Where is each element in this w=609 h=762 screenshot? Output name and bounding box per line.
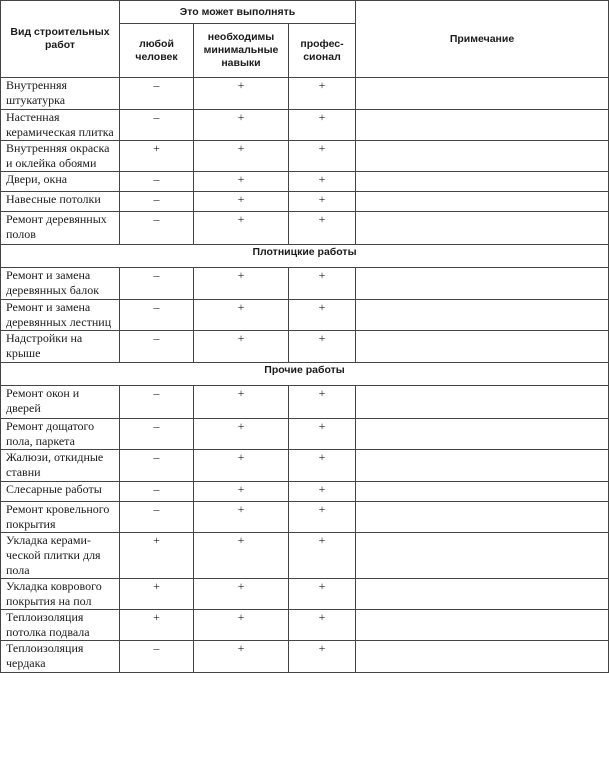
work-name-cell: Укладка керами-ческой плитки для пола (1, 533, 120, 579)
professional-cell: + (289, 268, 356, 300)
table-header (1, 1, 609, 78)
note-cell (356, 482, 609, 502)
note-cell (356, 450, 609, 482)
min-skills-cell: + (194, 533, 289, 579)
work-name-cell: Ремонт дощатого пола, паркета (1, 419, 120, 450)
work-name-cell: Слесарные работы (1, 482, 120, 502)
note-cell (356, 331, 609, 363)
any-person-cell: – (120, 419, 194, 450)
professional-cell: + (289, 212, 356, 245)
any-person-cell: + (120, 141, 194, 172)
any-person-cell: – (120, 502, 194, 533)
header-min-skills: необходимы минимальные навыки (194, 24, 289, 78)
table-row (1, 172, 609, 192)
note-cell (356, 533, 609, 579)
work-name-cell: Ремонт кровельного покрытия (1, 502, 120, 533)
any-person-cell: – (120, 192, 194, 212)
professional-cell: + (289, 502, 356, 533)
table-row (1, 110, 609, 141)
note-cell (356, 641, 609, 673)
work-name-cell: Ремонт и замена деревянных лестниц (1, 300, 120, 331)
min-skills-cell: + (194, 192, 289, 212)
note-cell (356, 110, 609, 141)
table-row (1, 212, 609, 245)
any-person-cell: – (120, 110, 194, 141)
min-skills-cell: + (194, 331, 289, 363)
any-person-cell: – (120, 300, 194, 331)
any-person-cell: – (120, 482, 194, 502)
min-skills-cell: + (194, 141, 289, 172)
work-name-cell: Внутренняя штукатурка (1, 78, 120, 110)
work-name-cell: Укладка коврового покрытия на пол (1, 579, 120, 610)
professional-cell: + (289, 419, 356, 450)
header-any-person: любой человек (120, 24, 194, 78)
work-name-cell: Теплоизоляция потолка подвала (1, 610, 120, 641)
table-row (1, 192, 609, 212)
header-can-perform: Это может выполнять (120, 1, 356, 24)
any-person-cell: – (120, 268, 194, 300)
any-person-cell: – (120, 641, 194, 673)
professional-cell: + (289, 610, 356, 641)
table-row (1, 386, 609, 419)
note-cell (356, 300, 609, 331)
work-name-cell: Жалюзи, откидные ставни (1, 450, 120, 482)
note-cell (356, 386, 609, 419)
note-cell (356, 172, 609, 192)
table-row (1, 141, 609, 172)
professional-cell: + (289, 300, 356, 331)
professional-cell: + (289, 172, 356, 192)
work-name-cell: Надстройки на крыше (1, 331, 120, 363)
note-cell (356, 192, 609, 212)
min-skills-cell: + (194, 300, 289, 331)
table-row (1, 502, 609, 533)
note-cell (356, 141, 609, 172)
professional-cell: + (289, 192, 356, 212)
work-name-cell: Ремонт деревянных полов (1, 212, 120, 245)
min-skills-cell: + (194, 482, 289, 502)
professional-cell: + (289, 331, 356, 363)
professional-cell: + (289, 641, 356, 673)
work-name-cell: Ремонт и замена деревянных балок (1, 268, 120, 300)
note-cell (356, 78, 609, 110)
header-professional: профес-сионал (289, 24, 356, 78)
table-row (1, 610, 609, 641)
section-row (1, 245, 609, 268)
any-person-cell: + (120, 610, 194, 641)
table-row (1, 78, 609, 110)
any-person-cell: – (120, 450, 194, 482)
work-name-cell: Навесные потолки (1, 192, 120, 212)
any-person-cell: – (120, 78, 194, 110)
table-row (1, 419, 609, 450)
note-cell (356, 419, 609, 450)
any-person-cell: – (120, 212, 194, 245)
table-row (1, 450, 609, 482)
min-skills-cell: + (194, 78, 289, 110)
min-skills-cell: + (194, 641, 289, 673)
min-skills-cell: + (194, 212, 289, 245)
note-cell (356, 268, 609, 300)
any-person-cell: – (120, 386, 194, 419)
section-title: Прочие работы (1, 363, 609, 386)
work-name-cell: Ремонт окон и дверей (1, 386, 120, 419)
min-skills-cell: + (194, 610, 289, 641)
work-name-cell: Теплоизоляция чердака (1, 641, 120, 673)
header-note: Примечание (356, 1, 609, 78)
any-person-cell: – (120, 172, 194, 192)
min-skills-cell: + (194, 110, 289, 141)
professional-cell: + (289, 386, 356, 419)
any-person-cell: – (120, 331, 194, 363)
min-skills-cell: + (194, 502, 289, 533)
min-skills-cell: + (194, 450, 289, 482)
section-title: Плотницкие работы (1, 245, 609, 268)
table-row (1, 641, 609, 673)
min-skills-cell: + (194, 579, 289, 610)
min-skills-cell: + (194, 172, 289, 192)
min-skills-cell: + (194, 386, 289, 419)
any-person-cell: + (120, 533, 194, 579)
min-skills-cell: + (194, 419, 289, 450)
professional-cell: + (289, 482, 356, 502)
note-cell (356, 212, 609, 245)
table-row (1, 482, 609, 502)
header-work-type: Вид строительных работ (1, 1, 120, 78)
work-name-cell: Внутренняя окраска и оклейка обоями (1, 141, 120, 172)
table-row (1, 533, 609, 579)
professional-cell: + (289, 78, 356, 110)
professional-cell: + (289, 450, 356, 482)
professional-cell: + (289, 110, 356, 141)
professional-cell: + (289, 533, 356, 579)
professional-cell: + (289, 141, 356, 172)
work-name-cell: Настенная керамическая плитка (1, 110, 120, 141)
note-cell (356, 502, 609, 533)
table-row (1, 268, 609, 300)
table-row (1, 579, 609, 610)
note-cell (356, 610, 609, 641)
professional-cell: + (289, 579, 356, 610)
table-body (1, 78, 609, 673)
note-cell (356, 579, 609, 610)
table-row (1, 331, 609, 363)
min-skills-cell: + (194, 268, 289, 300)
any-person-cell: + (120, 579, 194, 610)
section-row (1, 363, 609, 386)
work-name-cell: Двери, окна (1, 172, 120, 192)
table-row (1, 300, 609, 331)
